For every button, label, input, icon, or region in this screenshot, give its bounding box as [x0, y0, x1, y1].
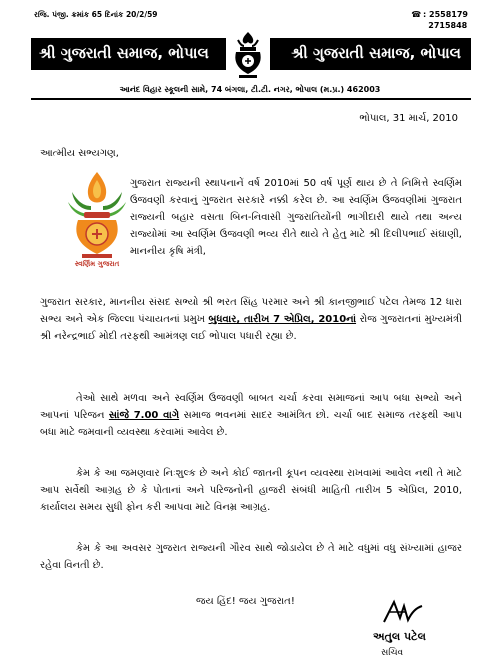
- paragraph-4-text: કેમ કે આ અવસર ગુજરાત રાજ્યની ગૌરવ સાથે જોડાયેલ છે તે માટે વધુમાં વધુ સંખ્યામાં હાજર રહેવા વિનતી છે.: [40, 543, 462, 571]
- logo-caption: સ્વર્ણિમ ગુજરાત: [74, 260, 120, 268]
- paragraph-1-text-end: રોજ ગુજરાતનાં મુખ્યમંત્રી શ્રી નરેન્દ્રભાઈ મોદી તરફથી આમંત્રણ લઈ ભોપાલ પધારી રહ્યા છે.: [40, 314, 462, 342]
- banner-title-left: શ્રી ગુજરાતી સમાજ, ભોપાલ: [39, 44, 209, 62]
- paragraph-1-text: ગુજરાત સરકાર, માનનીય સંસદ સભ્યો શ્રી ભરત સિંહ પરમાર અને શ્રી કાનજીભાઈ પટેલ તેમજ 12 ધારા સભ્ય અને એક જિલ્લા પંચાયતનાં પ્રમુખ: [40, 297, 462, 325]
- paragraph-3: [40, 465, 462, 516]
- kalash-logo-icon: [226, 28, 270, 80]
- phone-number-1: 2558179: [429, 10, 468, 19]
- paragraph-1-part-a: ગુજરાત રાજ્યની સ્થાપનાનેં વર્ષ 2010માં 50 વર્ષ પૂર્ણ થાય છે તે નિમિત્તે સ્વર્ણિમ ઉજવણી કરવાનું ગુજરાત સરકારે નક્કી કરેલ છે. આ સ્વર્ણિમ ઉજવણીમાં ગુજરાત રાજ્યની બહાર વસતા બિન-નિવાસી ગુજરાતિયોંની ભાગીદારી થાયે તથા અન્ય રાજ્યોમાં આ સ્વર્ણિમ ઉજવણી ભવ્ય રીતે થાયે તે હેતુ માટે શ્રી દિલીપભાઈ સંઘાણી, માનનીય કૃષિ મંત્રી,: [130, 178, 462, 257]
- banner-title-right: શ્રી ગુજરાતી સમાજ, ભોપાલ: [291, 44, 461, 62]
- phone-numbers: ☎ : 2558179 2715848: [411, 10, 468, 30]
- closing-slogan: જય હિંદ! જય ગુજરાત!: [196, 596, 295, 607]
- paragraph-2-text-end: સમાજ ભવનમાં સાદર આમંત્રિત છો. ચર્ચા બાદ સમાજ તરફથી આપ બધા માટે જમવાની વ્યવસ્થા કરવામાં આવેલ છે.: [40, 410, 462, 438]
- society-logo: [226, 28, 270, 80]
- society-address: આનંદ વિહાર સ્કૂલની સામે, 74 બંગલા, ટી.ટી. નગર, ભોપાલ (મ.પ્ર.) 462003: [119, 85, 381, 94]
- signer-title: સચિવ: [381, 648, 404, 658]
- phone-icon: ☎: [411, 10, 422, 19]
- paragraph-2: [40, 390, 462, 441]
- paragraph-4: [40, 540, 462, 574]
- salutation: આત્મીય સભ્યગણ,: [40, 148, 119, 159]
- paragraph-2-text: તેઓ સાથે મળવા અને સ્વર્ણિમ ઉજવણી બાબત ચર્ચા કરવા સમાજનાં આપ બધા સભ્યો અને આપનાં પરિજન: [40, 393, 462, 421]
- paragraph-3-text: કેમ કે આ જમણવાર નિઃશુલ્ક છે અને કોઈ જાતની કૂપન વ્યવસ્થા રાખવામાં આવેલ નથી તે માટે આપ સર્વેથી આગ્રહ છે કે પોતાનાં અને પરિજનોની હાજરી સંબંધી માહિતી તારીખ 5 એપ્રિલ, 2010, કાર્યાલય સમય સુધી ફોન કરી આપવા માટે વિનમ્ર આગ્રહ.: [40, 468, 462, 513]
- signature-scribble-icon: [378, 598, 426, 626]
- phone-number-2: 2715848: [428, 21, 468, 30]
- paragraph-1-part-b: [40, 294, 462, 345]
- registration-number: રજિ. પંજી. ક્રમાંક 65 દિનાંક 20/2/59: [34, 10, 158, 19]
- swarnim-gujarat-logo: [64, 168, 130, 278]
- event-time-highlight: સાંજે 7.00 વાગે: [108, 410, 180, 421]
- signer-name: અતુલ પટેલ: [373, 630, 426, 643]
- header-divider: [31, 98, 471, 100]
- event-date-highlight: બુધવાર, તારીખ 7 એપ્રિલ, 2010નાં: [208, 314, 357, 325]
- letter-date: ભોપાલ, 31 માર્ચ, 2010: [359, 113, 458, 124]
